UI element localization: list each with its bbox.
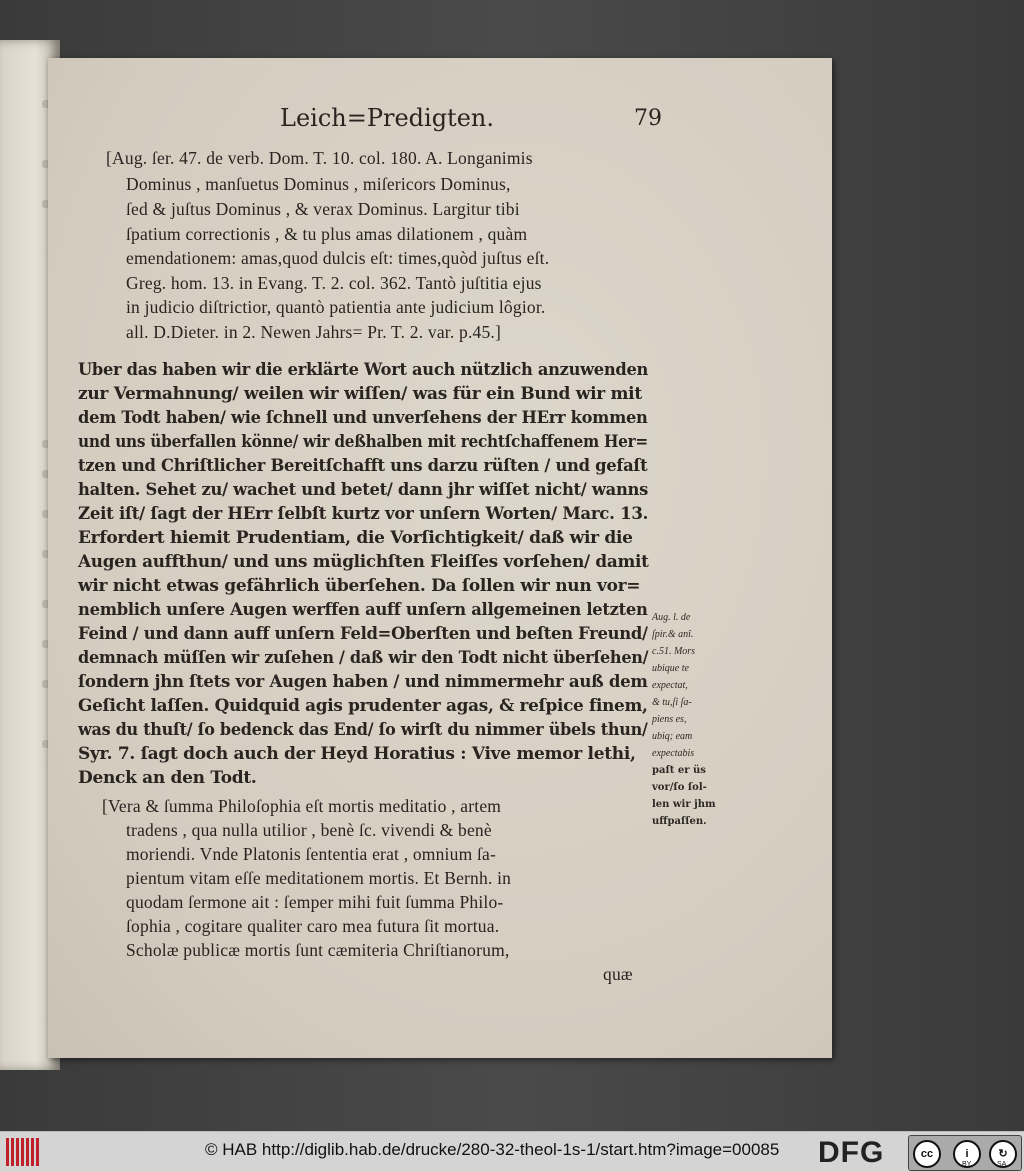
text-line: Erfordert hiemit Prudentiam, die Vorſichtigkeit/ daß wir die (78, 528, 633, 548)
text-line: Syr. 7. ſagt doch auch der Heyd Horatius : Vive memor lethi, (78, 744, 636, 764)
text-line: Uber das haben wir die erklärte Wort auch nützlich anzuwenden (78, 360, 649, 380)
text-line: Greg. hom. 13. in Evang. T. 2. col. 362. Tantò juſtitia ejus (126, 273, 542, 293)
marginal-note-line: expectat, (652, 680, 688, 691)
text-line: was du thuſt/ ſo bedenck das End/ ſo wirſt du nimmer übels thun/ (78, 720, 648, 740)
by-attribution-icon: i (953, 1140, 981, 1168)
text-line: wir nicht etwas gefährlich überſehen. Da ſollen wir nun vor= (78, 576, 641, 596)
text-line: pientum vitam eſſe meditationem mortis. Et Bernh. in (126, 868, 512, 888)
page-number: 79 (634, 106, 662, 131)
text-line: Feind / und dann auff unſern Feld=Oberſten und beſten Freund/ (78, 624, 648, 644)
marginal-note-line: ubique te (652, 663, 689, 674)
dfg-logo: DFG (818, 1136, 885, 1169)
footer-bar (0, 1131, 1024, 1172)
text-line: quodam ſermone ait : ſemper mihi fuit ſumma Philo- (126, 892, 504, 912)
text-line: [Vera & ſumma Philoſophia eſt mortis meditatio , artem (102, 796, 502, 816)
text-line: Scholæ publicæ mortis ſunt cæmiteria Chriſtianorum, (126, 940, 510, 960)
text-line: dem Todt haben/ wie ſchnell und unverſehens der HErr kommen (78, 408, 648, 428)
text-line: in judicio diſtrictior, quantò patientia ante judicium lôgior. (126, 297, 546, 317)
text-line: Geſicht laſſen. Quidquid agis prudenter agas, & reſpice finem, (78, 696, 648, 716)
marginal-note-line: ubiq; eam (652, 731, 693, 742)
marginal-note-line: len wir jhm (652, 799, 716, 810)
text-line: und uns überfallen könne/ wir deßhalben mit rechtſchaffenem Her= (78, 432, 648, 452)
text-line: zur Vermahnung/ weilen wir wiſſen/ was für ein Bund wir mit (78, 384, 642, 404)
text-line: Zeit iſt/ ſagt der HErr ſelbſt kurtz vor unſern Worten/ Marc. 13. (78, 504, 649, 524)
marginal-note-line: Aug. l. de (652, 612, 691, 623)
text-line: nemblich unſere Augen werffen auff unſern allgemeinen letzten (78, 600, 648, 620)
copyright-url[interactable]: © HAB http://diglib.hab.de/drucke/280-32-theol-1s-1/start.htm?image=00085 (205, 1140, 780, 1159)
sa-share-alike-icon: ↻ (989, 1140, 1017, 1168)
hab-logo-icon (6, 1138, 46, 1166)
text-line: all. D.Dieter. in 2. Newen Jahrs= Pr. T. 2. var. p.45.] (126, 322, 502, 342)
text-line: emendationem: amas,quod dulcis eſt: times,quòd juſtus eſt. (126, 248, 550, 268)
text-line: tradens , qua nulla utilior , benè ſc. vivendi & benè (126, 820, 492, 840)
text-line: ſondern jhn ſtets vor Augen haben / und nimmermehr auß dem (78, 672, 648, 692)
marginal-note-line: & tu,ſi ſa- (652, 697, 692, 708)
marginal-note-line: paſt er üs (652, 765, 706, 776)
marginal-note-line: vor/ſo ſol- (652, 782, 707, 793)
book-page (48, 58, 832, 1058)
cc-icon: cc (913, 1140, 941, 1168)
text-line: ſpatium correctionis , & tu plus amas dilationem , quàm (126, 224, 528, 244)
text-line: tzen und Chriſtlicher Bereitſchafft uns darzu rüſten / und gefaſt (78, 456, 648, 476)
text-line: ſed & juſtus Dominus , & verax Dominus. Largitur tibi (126, 199, 520, 219)
by-label: BY (962, 1161, 972, 1168)
marginal-note-line: expectabis (652, 748, 695, 759)
text-line: Denck an den Todt. (78, 768, 257, 788)
text-line: Augen auffthun/ und uns müglichſten Fleiſſes vorſehen/ damit (78, 552, 649, 572)
page-header: Leich=Predigten. (280, 104, 494, 132)
marginal-note-line: ſpir.& anî. (652, 629, 694, 640)
marginal-note-line: piens es, (652, 714, 687, 725)
catchword: quæ (603, 964, 633, 984)
text-line: ſophia , cogitare qualiter caro mea futura ſit mortua. (126, 916, 500, 936)
text-line: [Aug. ſer. 47. de verb. Dom. T. 10. col. 180. A. Longanimis (106, 148, 533, 168)
sa-label: SA (997, 1161, 1007, 1168)
text-line: moriendi. Vnde Platonis ſententia erat , omnium ſa- (126, 844, 497, 864)
marginal-note-line: c.51. Mors (652, 646, 696, 657)
text-line: halten. Sehet zu/ wachet und betet/ dann jhr wiſſet nicht/ wanns (78, 480, 649, 500)
cc-license-badge[interactable] (908, 1135, 1022, 1171)
text-line: demnach müſſen wir zuſehen / daß wir den Todt nicht überſehen/ (78, 648, 649, 668)
marginal-note-line: uffpaſſen. (652, 816, 707, 827)
text-line: Dominus , manſuetus Dominus , miſericors Dominus, (126, 174, 511, 194)
